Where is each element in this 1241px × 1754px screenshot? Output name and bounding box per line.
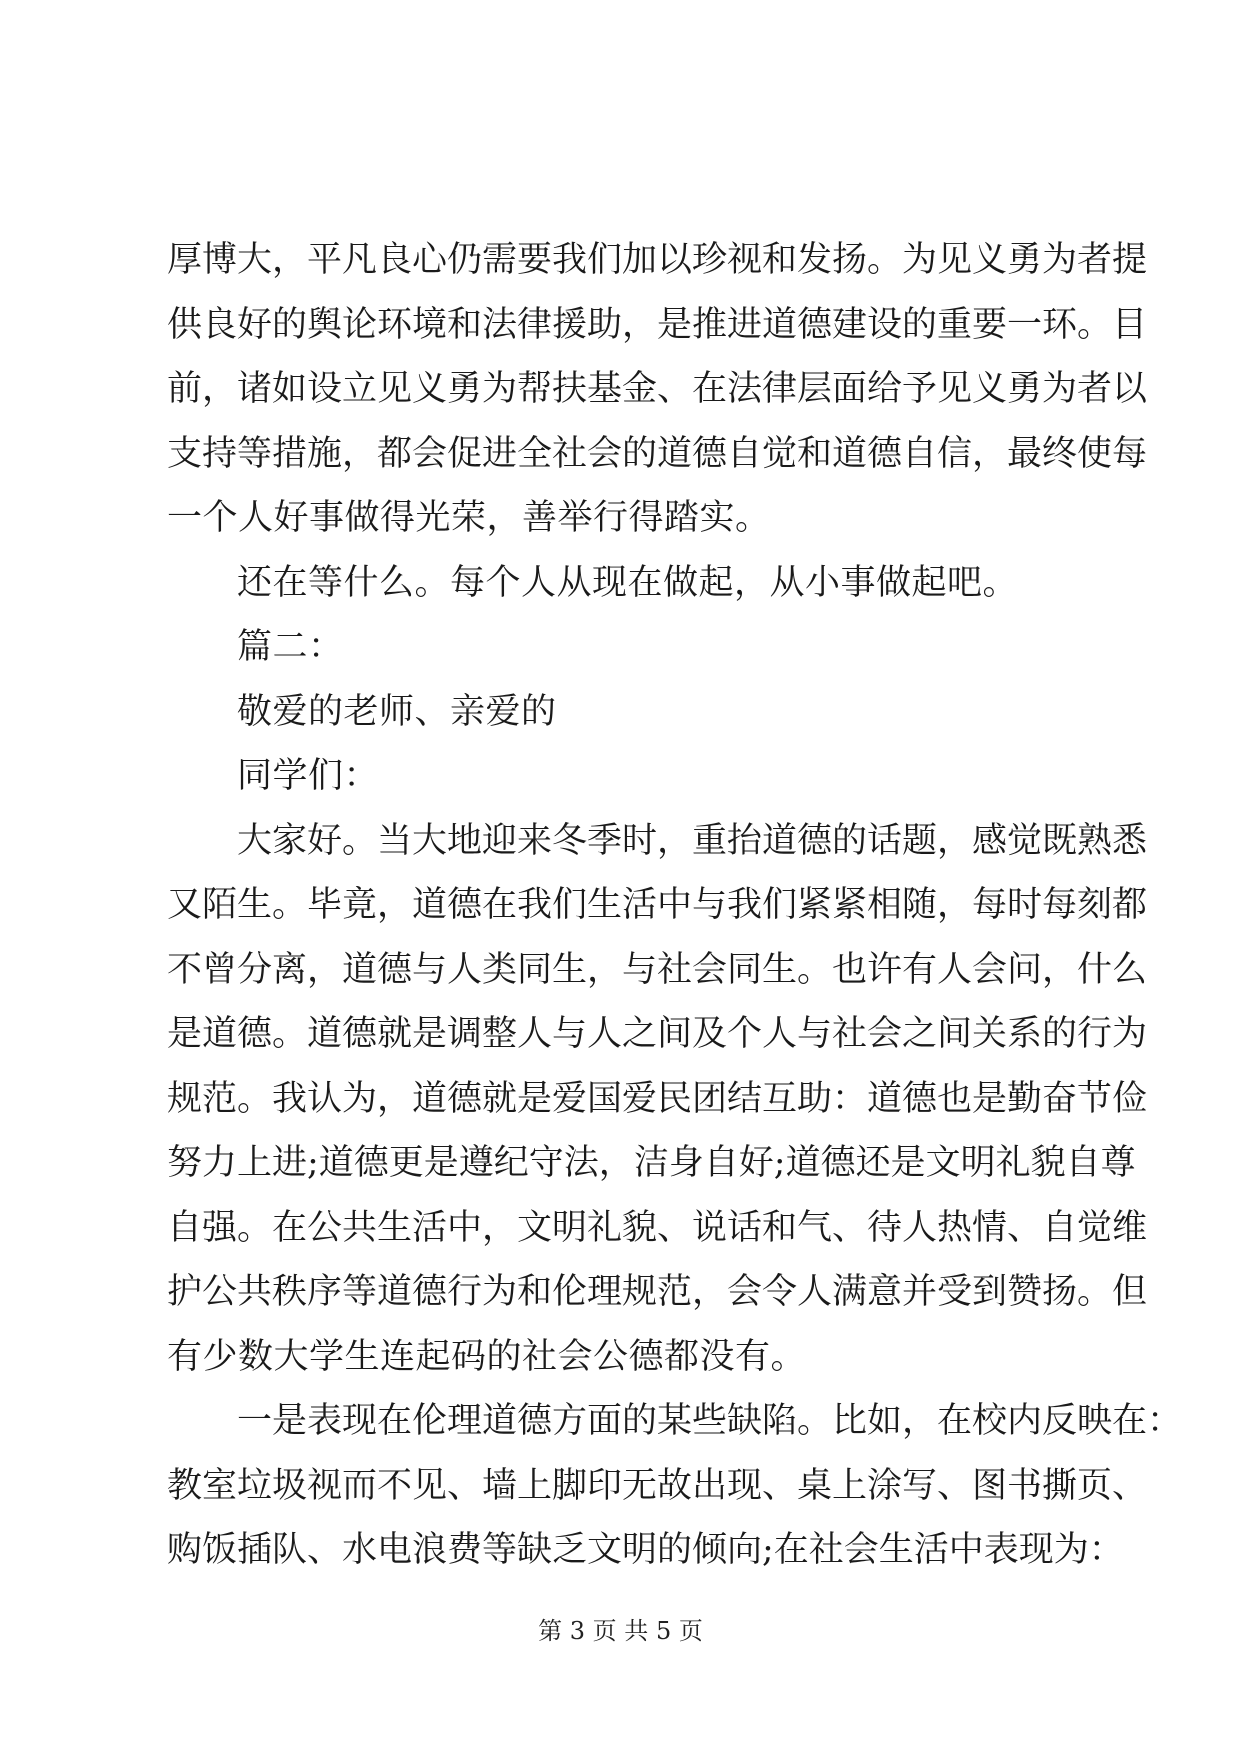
paragraph-line: 努力上进;道德更是遵纪守法，洁身自好;道德还是文明礼貌自尊 [167, 1143, 1136, 1183]
paragraph-line: 教室垃圾视而不见、墙上脚印无故出现、桌上涂写、图书撕页、 [167, 1465, 1148, 1506]
paragraph-line: 护公共秩序等道德行为和伦理规范，会令人满意并受到赞扬。但 [167, 1272, 1148, 1312]
paragraph-line: 一个人好事做得光荣，善举行得踏实。 [167, 498, 771, 538]
paragraph-line: 自强。在公共生活中，文明礼貌、说话和气、待人热情、自觉维 [167, 1207, 1148, 1248]
salutation-line: 敬爱的老师、亲爱的 [237, 691, 557, 732]
paragraph-line: 前，诸如设立见义勇为帮扶基金、在法律层面给予见义勇为者以 [167, 369, 1148, 409]
paragraph-line: 供良好的舆论环境和法律援助，是推进道德建设的重要一环。目 [167, 304, 1148, 345]
paragraph-line: 规范。我认为，道德就是爱国爱民团结互助：道德也是勤奋节俭 [167, 1078, 1148, 1119]
paragraph-line: 有少数大学生连起码的社会公德都没有。 [167, 1336, 807, 1377]
section-heading: 篇二： [237, 627, 344, 667]
paragraph-line: 又陌生。毕竟，道德在我们生活中与我们紧紧相随，每时每刻都 [167, 885, 1148, 925]
paragraph-line: 一是表现在伦理道德方面的某些缺陷。比如，在校内反映在： [237, 1401, 1183, 1441]
paragraph-line: 支持等措施，都会促进全社会的道德自觉和道德自信，最终使每 [167, 433, 1148, 474]
salutation-line: 同学们： [237, 756, 380, 796]
paragraph-line: 是道德。道德就是调整人与人之间及个人与社会之间关系的行为 [167, 1014, 1148, 1054]
paragraph-line: 还在等什么。每个人从现在做起，从小事做起吧。 [237, 562, 1019, 603]
paragraph-line: 大家好。当大地迎来冬季时，重抬道德的话题，感觉既熟悉 [237, 820, 1148, 861]
document-body [167, 228, 1183, 1583]
paragraph-line: 不曾分离，道德与人类同生，与社会同生。也许有人会问，什么 [167, 949, 1148, 990]
paragraph-line: 厚博大，平凡良心仍需要我们加以珍视和发扬。为见义勇为者提 [167, 240, 1148, 280]
paragraph-line: 购饭插队、水电浪费等缺乏文明的倾向;在社会生活中表现为： [167, 1530, 1124, 1570]
page-number-footer: 第 3 页 共 5 页 [538, 1617, 703, 1645]
